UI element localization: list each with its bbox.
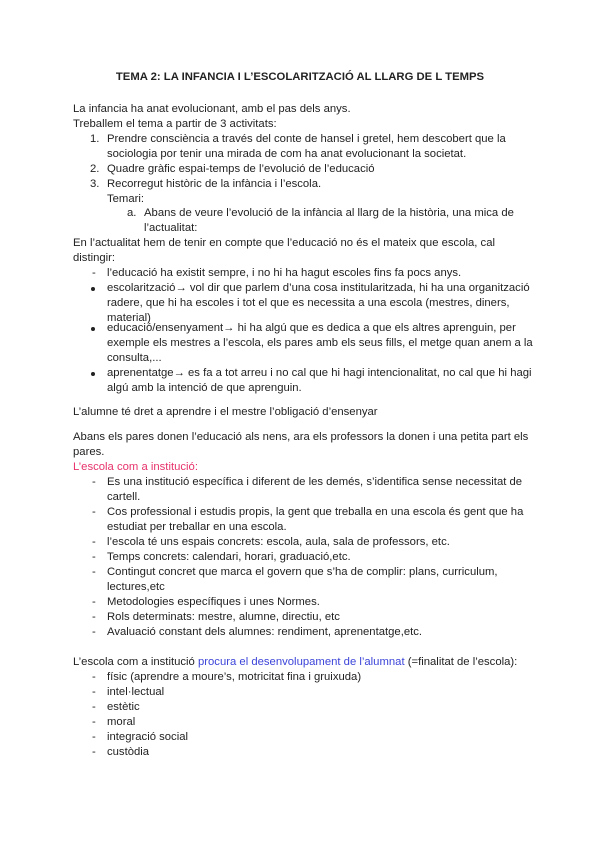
dash-bullet: - xyxy=(92,611,96,623)
dash-bullet: - xyxy=(92,551,96,563)
list-item-line: Contingut concret que marca el govern que s’ha de complir: plans, curriculum, xyxy=(107,566,498,578)
list-item-line: educació/ensenyament→ hi ha algú que es dedica a que els altres aprenguin, per xyxy=(107,322,516,334)
list-item-line: Temps concrets: calendari, horari, graduació,etc. xyxy=(107,551,351,563)
list-item-line: Metodologies específiques i unes Normes. xyxy=(107,596,320,608)
list-item-line: aprenentatge→ es fa a tot arreu i no cal que hi hagi intencionalitat, no cal que hi hagi xyxy=(107,367,532,379)
paragraph-line: distingir: xyxy=(73,252,116,264)
list-item-line: custòdia xyxy=(107,746,150,758)
paragraph-line: Abans els pares donen l’educació als nens, ara els professors la donen i una petita part els xyxy=(73,431,529,443)
list-item-line: físic (aprendre a moure’s, motricitat fina i gruixuda) xyxy=(107,671,362,683)
dash-bullet: - xyxy=(92,671,96,683)
list-item-line: radere, que hi ha escoles i tot el que es necessita a una escola (mestres, diners, xyxy=(107,297,510,309)
dash-bullet: - xyxy=(92,686,96,698)
sub-list-line: Abans de veure l’evolució de la infància al llarg de la història, una mica de xyxy=(144,207,514,219)
list-item-line: estudiat per treballar en una escola. xyxy=(107,521,287,533)
list-item-line: Cos professional i estudis propis, la gent que treballa en una escola és gent que ha xyxy=(107,506,524,518)
list-item-line: sociologia por tenir una mirada de com ha anat evolucionant la societat. xyxy=(107,148,467,160)
list-item-line: algú amb la intenció de que aprenguin. xyxy=(107,382,302,394)
section-heading: L’escola com a institució: xyxy=(73,461,198,473)
list-item-line: estètic xyxy=(107,701,140,713)
intro-line: La infancia ha anat evolucionant, amb el pas dels anys. xyxy=(73,103,351,115)
dash-bullet: - xyxy=(92,701,96,713)
list-number: 3. xyxy=(90,178,100,190)
list-item-line: l’escola té uns espais concrets: escola, aula, sala de professors, etc. xyxy=(107,536,450,548)
intro-line: Treballem el tema a partir de 3 activitats: xyxy=(73,118,277,130)
list-item-line: consulta,... xyxy=(107,352,162,364)
dash-bullet: - xyxy=(92,566,96,578)
sub-list-line: l’actualitat: xyxy=(144,222,198,234)
highlighted-text: procura el desenvolupament de l’alumnat xyxy=(197,656,405,668)
list-item-line: l’educació ha existit sempre, i no hi ha hagut escoles fins fa pocs anys. xyxy=(107,267,462,279)
temari-label: Temari: xyxy=(107,193,145,205)
dash-bullet: - xyxy=(92,746,96,758)
dash-bullet: - xyxy=(92,267,96,279)
bullet-dot-icon xyxy=(91,327,95,331)
list-item-line: moral xyxy=(107,716,136,728)
list-item-line: lectures,etc xyxy=(107,581,165,593)
paragraph-line: En l’actualitat hem de tenir en compte que l’educació no és el mateix que escola, cal xyxy=(73,237,495,249)
dash-bullet: - xyxy=(92,536,96,548)
list-item-line: Es una institució específica i diferent de les demés, s’identifica sense necessitat de xyxy=(107,476,523,488)
text-span: L’escola com a institució xyxy=(73,656,198,668)
dash-bullet: - xyxy=(92,716,96,728)
dash-bullet: - xyxy=(92,596,96,608)
list-item-line: Quadre gràfic espai-temps de l’evolució de l’educació xyxy=(107,163,375,175)
list-number: 1. xyxy=(90,133,100,145)
text-span: (=finalitat de l’escola): xyxy=(404,656,518,668)
bullet-dot-icon xyxy=(91,372,95,376)
paragraph-line: L’alumne té dret a aprendre i el mestre l’obligació d’ensenyar xyxy=(73,406,378,418)
list-item-line: exemple els mestres a l’escola, els pares amb els seus fills, el metge quan anem a la xyxy=(107,337,533,349)
list-item-line: Rols determinats: mestre, alumne, directiu, etc xyxy=(107,611,340,623)
paragraph-line: pares. xyxy=(73,446,105,458)
bullet-dot-icon xyxy=(91,287,95,291)
list-item-line: intel·lectual xyxy=(107,686,165,698)
list-item-line: cartell. xyxy=(107,491,141,503)
paragraph-line xyxy=(73,655,517,670)
dash-bullet: - xyxy=(92,626,96,638)
list-item-line: Avaluació constant dels alumnes: rendiment, aprenentatge,etc. xyxy=(107,626,423,638)
list-item-line: Prendre consciència a través del conte de hansel i gretel, hem descobert que la xyxy=(107,133,506,145)
dash-bullet: - xyxy=(92,476,96,488)
dash-bullet: - xyxy=(92,731,96,743)
list-item-line: material) xyxy=(107,312,151,324)
list-item-line: Recorregut històric de la infància i l’escola. xyxy=(107,178,322,190)
dash-bullet: - xyxy=(92,506,96,518)
list-item-line: integració social xyxy=(107,731,189,743)
list-item-line: escolarització→ vol dir que parlem d’una cosa institularitzada, hi ha una organització xyxy=(107,282,530,294)
list-number: 2. xyxy=(90,163,100,175)
sub-list-letter: a. xyxy=(127,207,137,219)
page-title: TEMA 2: LA INFANCIA I L’ESCOLARITZACIÓ AL LLARG DE L TEMPS xyxy=(115,71,485,83)
